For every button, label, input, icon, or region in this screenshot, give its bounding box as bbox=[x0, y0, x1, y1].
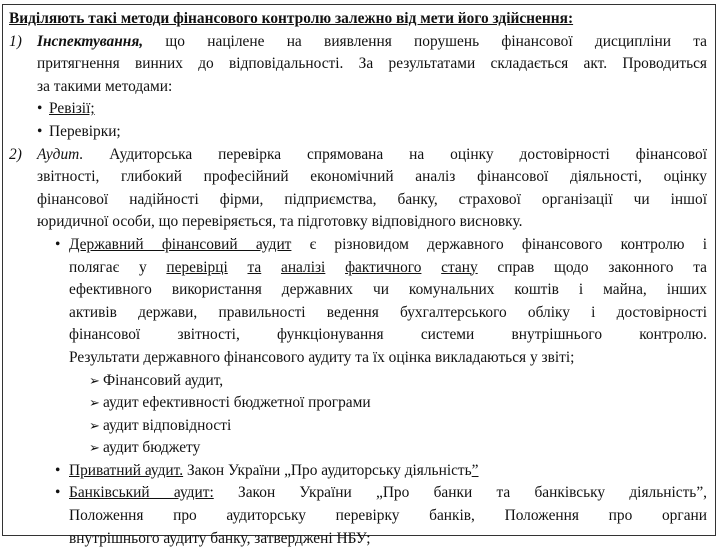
arrow-icon: ➢ bbox=[89, 417, 100, 433]
method-revisions-label: Ревізії; bbox=[49, 100, 95, 118]
bank-audit-line1 bbox=[9, 482, 707, 505]
item2-term: Аудит. bbox=[37, 145, 84, 163]
item2-number: 2) bbox=[9, 145, 22, 163]
audit-type-efficiency bbox=[9, 392, 707, 415]
state-audit-line1 bbox=[9, 234, 707, 257]
bullet-icon: • bbox=[55, 235, 61, 253]
audit-type-financial bbox=[9, 370, 707, 393]
document-frame bbox=[2, 4, 716, 547]
bank-audit-line3-end: ; bbox=[366, 529, 371, 547]
item1-number: 1) bbox=[9, 32, 22, 50]
private-audit-title: Приватний аудит. bbox=[69, 461, 184, 479]
state-audit-line4: активів держави, правильності ведення бухгалтерського обліку і достовірності bbox=[69, 303, 707, 321]
state-audit-title: Державний фінансовий аудит bbox=[69, 235, 292, 253]
item1-line1-text: що націлене на виявлення порушень фінансової дисципліни та bbox=[165, 32, 707, 50]
private-audit bbox=[9, 460, 707, 483]
item1-line2: притягнення винних до відповідальності. За результатами складається акт. Проводиться bbox=[37, 55, 707, 73]
state-audit-line1-text: є різновидом державного фінансового контролю і bbox=[291, 235, 707, 253]
state-audit-line2-post: справ щодо законного та bbox=[497, 258, 707, 276]
method-inspections bbox=[9, 121, 707, 144]
method-revisions bbox=[9, 98, 707, 121]
private-audit-law: Закон України „Про аудиторську діяльність bbox=[183, 461, 472, 479]
item2-line3: фінансової надійності фірми, підприємства, банку, страхової організації чи іншої bbox=[37, 190, 707, 208]
item2-line1-text: Аудиторська перевірка спрямована на оцінку достовірності фінансової bbox=[109, 145, 707, 163]
bullet-icon: • bbox=[55, 484, 61, 502]
word-analizi: аналізі bbox=[280, 258, 326, 276]
bank-audit-line3-text: внутрішнього аудиту банку, затверджені НБУ bbox=[69, 529, 367, 547]
state-audit-line2-pre: полягає у bbox=[69, 258, 167, 276]
bank-audit-title: Банківський аудит: bbox=[69, 484, 214, 502]
word-faktychnoho: фактичного bbox=[345, 258, 422, 276]
word-stanu: стану bbox=[441, 258, 478, 276]
audit-type-budget bbox=[9, 437, 707, 460]
arrow-icon: ➢ bbox=[89, 372, 100, 388]
item2-line4: юридичної особи, що перевіряється, та підготовку відповідного висновку. bbox=[37, 213, 523, 231]
item2-line2: звітності, глибокий професійний економічний аналіз фінансової діяльності, оцінку bbox=[37, 168, 707, 186]
page-heading: Виділяють такі методи фінансового контролю залежно від мети його здійснення: bbox=[9, 10, 574, 27]
state-audit-line2 bbox=[9, 257, 707, 280]
bank-audit-line2: Положення про аудиторську перевірку банків, Положення про органи bbox=[69, 507, 707, 525]
method-inspections-label: Перевірки; bbox=[49, 122, 121, 140]
audit-type-label: аудит відповідності bbox=[103, 416, 232, 434]
audit-type-compliance bbox=[9, 415, 707, 438]
state-audit-line6: Результати державного фінансового аудиту та їх оцінка викладаються у звіті; bbox=[69, 348, 575, 366]
item2-line1 bbox=[9, 144, 707, 167]
arrow-icon: ➢ bbox=[89, 440, 100, 456]
bank-audit-line3 bbox=[9, 528, 707, 550]
bullet-icon: • bbox=[55, 461, 61, 479]
item1-term: Інспектування, bbox=[37, 32, 144, 50]
item1-line1 bbox=[9, 31, 707, 54]
word-perevirtsi: перевірці bbox=[166, 258, 228, 276]
state-audit-line5: фінансової звітності, функціонування системи внутрішнього контролю. bbox=[69, 326, 707, 344]
bullet-icon: • bbox=[37, 100, 43, 118]
audit-type-label: Фінансовий аудит, bbox=[103, 371, 224, 389]
audit-type-label: аудит бюджету bbox=[103, 439, 201, 457]
bullet-icon: • bbox=[37, 122, 43, 140]
arrow-icon: ➢ bbox=[89, 395, 100, 411]
private-audit-law-end: ” bbox=[471, 461, 479, 479]
state-audit-line3: ефективного використання державних чи комунальних коштів і майна, інших bbox=[69, 281, 707, 299]
bank-audit-line1-text: Закон України „Про банки та банківську діяльність”, bbox=[213, 484, 707, 502]
word-ta: та bbox=[247, 258, 262, 276]
item1-line3: за такими методами: bbox=[37, 77, 173, 95]
audit-type-label: аудит ефективності бюджетної програми bbox=[103, 394, 371, 412]
